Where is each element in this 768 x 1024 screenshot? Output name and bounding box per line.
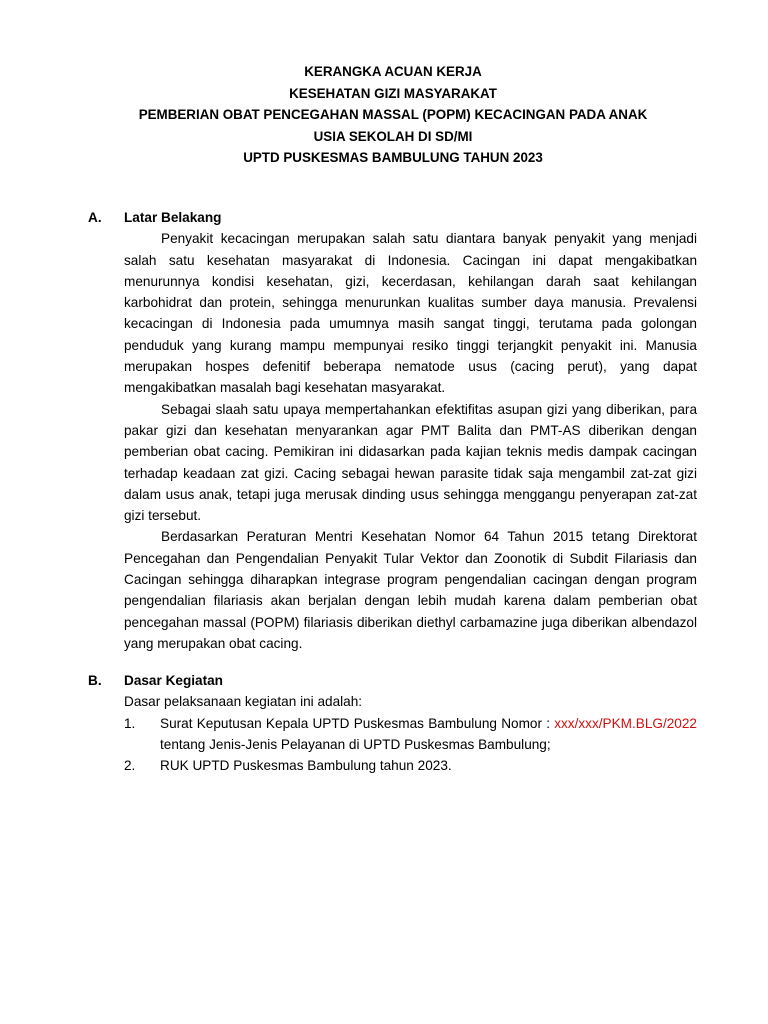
title-line-1: KERANGKA ACUAN KERJA (304, 64, 482, 79)
decree-reference-code: xxx/xxx/PKM.BLG/2022 (554, 715, 697, 731)
list-item-1-text: Surat Keputusan Kepala UPTD Puskesmas Bambulung Nomor : (160, 715, 555, 731)
list-item-2-number: 2. (124, 758, 136, 774)
paragraph-a-2: Sebagai slaah satu upaya mempertahankan efektifitas asupan gizi yang diberikan, para pakar gizi dan kesehatan menyarankan agar PMT Balita dan PMT-AS diberikan dengan pemberian obat cacing. Pemikiran ini didasarkan pada kajian teknis medis dampak cacingan terhadap keadaan zat gizi. Cacing sebagai hewan parasite tidak saja mengambil zat-zat gizi dalam usus anak, tetapi juga merusak dinding usus sehingga menggangu penyerapan zat-zat gizi tersebut. (124, 401, 697, 524)
section-a-letter: A. (88, 210, 102, 225)
section-b-heading: Dasar Kegiatan (124, 673, 223, 688)
paragraph-a-3: Berdasarkan Peraturan Mentri Kesehatan Nomor 64 Tahun 2015 tetang Direktorat Pencegahan dan Pengendalian Penyakit Tular Vektor dan Zoonotik di Subdit Filariasis dan Cacingan sehingga diharapkan integrase program pengendalian cacingan dengan program pengendalian filariasis akan berjalan dengan lebih mudah karena dalam pemberian obat pencegahan massal (POPM) filariasis diberikan diethyl carbamazine juga diberikan albendazol yang merupakan obat cacing. (124, 529, 697, 651)
section-b-intro: Dasar pelaksanaan kegiatan ini adalah: (124, 694, 363, 710)
dasar-kegiatan-list (124, 713, 697, 777)
section-a-body (124, 228, 697, 654)
section-latar-belakang (88, 207, 698, 654)
title-line-2: KESEHATAN GIZI MASYARAKAT (289, 85, 497, 101)
list-item-2-text: RUK UPTD Puskesmas Bambulung tahun 2023. (160, 758, 452, 774)
section-b-letter: B. (88, 673, 102, 688)
section-a-header (88, 207, 698, 228)
section-b-header (88, 670, 698, 691)
title-line-4: USIA SEKOLAH DI SD/MI (313, 128, 473, 144)
list-item-1-text-continued: tentang Jenis-Jenis Pelayanan di UPTD Puskesmas Bambulung; (160, 736, 551, 752)
list-item-1-number: 1. (124, 715, 136, 731)
title-line-5: UPTD PUSKESMAS BAMBULUNG TAHUN 2023 (243, 150, 543, 166)
document-title-block (80, 61, 706, 169)
list-item-2 (124, 755, 697, 776)
paragraph-a-1: Penyakit kecacingan merupakan salah satu diantara banyak penyakit yang menjadi salah satu kesehatan masyarakat di Indonesia. Cacingan ini dapat mengakibatkan menurunnya kondisi kesehatan, gizi, kecerdasan, kehilangan darah saat kehilangan karbohidrat dan protein, sehingga menurunkan kualitas sumber daya manusia. Prevalensi kecacingan di Indonesia pada umumnya masih sangat tinggi, terutama pada golongan penduduk yang kurang mampu mempunyai resiko tinggi terjangkit penyakit ini. Manusia merupakan hospes defenitif beberapa nematode usus (cacing perut), yang dapat mengakibatkan masalah bagi kesehatan masyarakat. (124, 231, 697, 396)
title-line-3: PEMBERIAN OBAT PENCEGAHAN MASSAL (POPM) KECACINGAN PADA ANAK (138, 107, 648, 123)
section-b-body (124, 691, 697, 712)
section-dasar-kegiatan (88, 670, 698, 776)
section-a-heading: Latar Belakang (124, 210, 222, 225)
list-item-1 (124, 713, 697, 756)
